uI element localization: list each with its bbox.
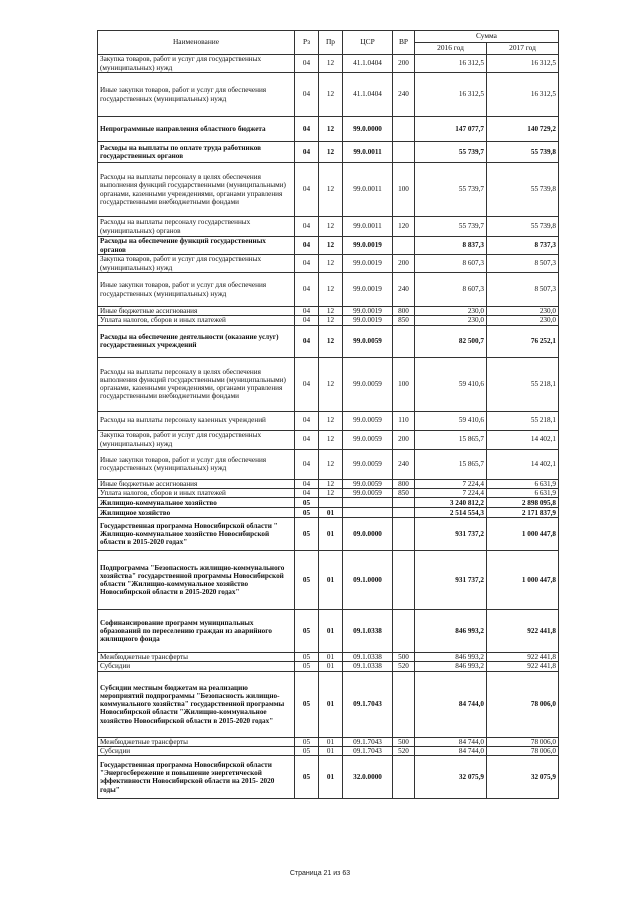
table-row bbox=[98, 307, 559, 316]
cell-amount-2016: 82 500,7 bbox=[415, 325, 487, 357]
cell-amount-2016: 931 737,2 bbox=[415, 551, 487, 610]
cell-amount-2017: 8 507,3 bbox=[487, 255, 559, 273]
cell-csr: 99.0.0019 bbox=[343, 273, 393, 307]
table-row bbox=[98, 671, 559, 737]
cell-name: Иные закупки товаров, работ и услуг для обеспечения государственных (муниципальных) нужд bbox=[98, 73, 295, 117]
table-row bbox=[98, 551, 559, 610]
cell-csr: 09.1.7043 bbox=[343, 737, 393, 746]
cell-amount-2016: 147 077,7 bbox=[415, 117, 487, 142]
cell-csr bbox=[343, 498, 393, 508]
cell-amount-2016: 931 737,2 bbox=[415, 518, 487, 551]
cell-amount-2017: 230,0 bbox=[487, 307, 559, 316]
cell-amount-2017: 78 006,0 bbox=[487, 671, 559, 737]
cell-vr: 120 bbox=[393, 217, 415, 237]
cell-amount-2016: 7 224,4 bbox=[415, 488, 487, 497]
cell-amount-2016: 59 410,6 bbox=[415, 357, 487, 411]
cell-amount-2017: 2 898 095,8 bbox=[487, 498, 559, 508]
cell-name: Государственная программа Новосибирской области " Жилищно-коммунальное хозяйство Новосибирской области в 2015-2020 годах" bbox=[98, 518, 295, 551]
cell-amount-2017: 922 441,8 bbox=[487, 662, 559, 671]
cell-vr bbox=[393, 756, 415, 799]
cell-amount-2017: 8 737,3 bbox=[487, 237, 559, 255]
cell-csr: 41.1.0404 bbox=[343, 73, 393, 117]
cell-amount-2016: 2 514 554,3 bbox=[415, 508, 487, 518]
cell-name: Иные закупки товаров, работ и услуг для обеспечения государственных (муниципальных) нужд bbox=[98, 273, 295, 307]
cell-pr: 01 bbox=[319, 737, 343, 746]
cell-vr: 240 bbox=[393, 449, 415, 479]
header-rz: Рз bbox=[295, 31, 319, 55]
cell-pr: 12 bbox=[319, 73, 343, 117]
cell-amount-2017: 8 507,3 bbox=[487, 273, 559, 307]
cell-amount-2016: 16 312,5 bbox=[415, 55, 487, 73]
cell-csr: 41.1.0404 bbox=[343, 55, 393, 73]
table-row bbox=[98, 316, 559, 325]
cell-name: Расходы на выплаты персоналу в целях обеспечения выполнения функций государственными (муниципальными) органами, казенными учреждениями, органами управления государственными внебюджетными фондами bbox=[98, 163, 295, 217]
cell-name: Закупка товаров, работ и услуг для государственных (муниципальных) нужд bbox=[98, 55, 295, 73]
cell-amount-2016: 55 739,7 bbox=[415, 163, 487, 217]
cell-vr bbox=[393, 325, 415, 357]
cell-vr: 200 bbox=[393, 430, 415, 449]
cell-csr: 99.0.0059 bbox=[343, 430, 393, 449]
cell-rz: 05 bbox=[295, 671, 319, 737]
cell-rz: 05 bbox=[295, 756, 319, 799]
cell-amount-2016: 846 993,2 bbox=[415, 653, 487, 662]
table-row bbox=[98, 163, 559, 217]
cell-vr: 200 bbox=[393, 55, 415, 73]
cell-name: Субсидии местным бюджетам на реализацию мероприятий подпрограммы "Безопасность жилищно-коммунального хозяйства" государственной программы Новосибирской области "Жилищно-коммунальное хозяйство Новосибирской области в 2015-2020 годах" bbox=[98, 671, 295, 737]
cell-amount-2016: 230,0 bbox=[415, 316, 487, 325]
cell-pr: 01 bbox=[319, 551, 343, 610]
cell-rz: 05 bbox=[295, 508, 319, 518]
cell-rz: 05 bbox=[295, 747, 319, 756]
cell-amount-2017: 16 312,5 bbox=[487, 73, 559, 117]
cell-vr: 520 bbox=[393, 662, 415, 671]
table-row bbox=[98, 756, 559, 799]
cell-amount-2017: 76 252,1 bbox=[487, 325, 559, 357]
cell-csr: 99.0.0059 bbox=[343, 357, 393, 411]
table-row bbox=[98, 518, 559, 551]
cell-rz: 04 bbox=[295, 357, 319, 411]
cell-csr: 99.0.0011 bbox=[343, 217, 393, 237]
cell-amount-2016: 84 744,0 bbox=[415, 671, 487, 737]
header-year-2016: 2016 год bbox=[415, 43, 487, 55]
cell-pr: 12 bbox=[319, 273, 343, 307]
cell-pr: 12 bbox=[319, 142, 343, 163]
cell-rz: 05 bbox=[295, 610, 319, 653]
cell-rz: 04 bbox=[295, 237, 319, 255]
cell-name: Подпрограмма "Безопасность жилищно-коммунального хозяйства" государственной программы Новосибирской области "Жилищно-коммунальное хозяйство Новосибирской области в 2015-2020 годах" bbox=[98, 551, 295, 610]
cell-name: Расходы на выплаты персоналу государственных (муниципальных) органов bbox=[98, 217, 295, 237]
table-row bbox=[98, 73, 559, 117]
cell-pr: 12 bbox=[319, 255, 343, 273]
cell-name: Уплата налогов, сборов и иных платежей bbox=[98, 316, 295, 325]
cell-amount-2017: 14 402,1 bbox=[487, 430, 559, 449]
cell-amount-2017: 78 006,0 bbox=[487, 747, 559, 756]
header-sum: Сумма bbox=[415, 31, 559, 43]
cell-name: Жилищное хозяйство bbox=[98, 508, 295, 518]
cell-pr: 01 bbox=[319, 508, 343, 518]
cell-name: Межбюджетные трансферты bbox=[98, 737, 295, 746]
cell-pr: 12 bbox=[319, 357, 343, 411]
cell-vr: 200 bbox=[393, 255, 415, 273]
header-csr: ЦСР bbox=[343, 31, 393, 55]
cell-name: Иные бюджетные ассигнования bbox=[98, 479, 295, 488]
cell-vr bbox=[393, 518, 415, 551]
cell-amount-2017: 140 729,2 bbox=[487, 117, 559, 142]
cell-amount-2017: 32 075,9 bbox=[487, 756, 559, 799]
cell-vr: 500 bbox=[393, 737, 415, 746]
cell-name: Расходы на выплаты персоналу казенных учреждений bbox=[98, 411, 295, 430]
cell-rz: 04 bbox=[295, 316, 319, 325]
cell-csr: 32.0.0000 bbox=[343, 756, 393, 799]
table-row bbox=[98, 508, 559, 518]
cell-csr: 99.0.0019 bbox=[343, 237, 393, 255]
cell-vr bbox=[393, 237, 415, 255]
cell-pr: 12 bbox=[319, 411, 343, 430]
table-row bbox=[98, 498, 559, 508]
cell-pr: 01 bbox=[319, 518, 343, 551]
cell-csr: 99.0.0059 bbox=[343, 479, 393, 488]
cell-amount-2016: 59 410,6 bbox=[415, 411, 487, 430]
cell-rz: 04 bbox=[295, 325, 319, 357]
cell-name: Жилищно-коммунальное хозяйство bbox=[98, 498, 295, 508]
cell-csr: 09.1.7043 bbox=[343, 671, 393, 737]
cell-name: Расходы на выплаты по оплате труда работников государственных органов bbox=[98, 142, 295, 163]
cell-amount-2017: 6 631,9 bbox=[487, 488, 559, 497]
cell-vr: 100 bbox=[393, 357, 415, 411]
cell-csr: 09.1.0338 bbox=[343, 662, 393, 671]
cell-pr: 12 bbox=[319, 449, 343, 479]
table-row bbox=[98, 357, 559, 411]
cell-vr: 520 bbox=[393, 747, 415, 756]
cell-pr: 01 bbox=[319, 653, 343, 662]
cell-rz: 04 bbox=[295, 479, 319, 488]
cell-csr: 99.0.0019 bbox=[343, 255, 393, 273]
table-row bbox=[98, 237, 559, 255]
cell-amount-2017: 55 739,8 bbox=[487, 142, 559, 163]
cell-pr: 12 bbox=[319, 237, 343, 255]
table-header bbox=[98, 31, 559, 55]
cell-csr: 99.0.0059 bbox=[343, 411, 393, 430]
cell-rz: 04 bbox=[295, 255, 319, 273]
cell-vr bbox=[393, 142, 415, 163]
cell-vr bbox=[393, 551, 415, 610]
cell-vr: 850 bbox=[393, 488, 415, 497]
cell-vr bbox=[393, 498, 415, 508]
cell-vr: 800 bbox=[393, 307, 415, 316]
cell-pr: 12 bbox=[319, 217, 343, 237]
table-row bbox=[98, 255, 559, 273]
cell-name: Межбюджетные трансферты bbox=[98, 653, 295, 662]
cell-amount-2016: 8 607,3 bbox=[415, 255, 487, 273]
cell-vr bbox=[393, 610, 415, 653]
cell-amount-2017: 14 402,1 bbox=[487, 449, 559, 479]
cell-csr: 99.0.0059 bbox=[343, 449, 393, 479]
cell-pr: 12 bbox=[319, 325, 343, 357]
cell-name: Расходы на выплаты персоналу в целях обеспечения выполнения функций государственными (муниципальными) органами, казенными учреждениями, органами управления государственными внебюджетными фондами bbox=[98, 357, 295, 411]
cell-rz: 04 bbox=[295, 163, 319, 217]
cell-csr: 99.0.0019 bbox=[343, 307, 393, 316]
cell-vr bbox=[393, 117, 415, 142]
cell-amount-2016: 846 993,2 bbox=[415, 610, 487, 653]
cell-name: Закупка товаров, работ и услуг для государственных (муниципальных) нужд bbox=[98, 430, 295, 449]
table-body bbox=[98, 55, 559, 799]
header-vr: ВР bbox=[393, 31, 415, 55]
cell-amount-2017: 6 631,9 bbox=[487, 479, 559, 488]
cell-vr: 110 bbox=[393, 411, 415, 430]
cell-csr bbox=[343, 508, 393, 518]
cell-name: Расходы на обеспечение функций государственных органов bbox=[98, 237, 295, 255]
cell-rz: 04 bbox=[295, 488, 319, 497]
table-row bbox=[98, 449, 559, 479]
cell-name: Иные закупки товаров, работ и услуг для обеспечения государственных (муниципальных) нужд bbox=[98, 449, 295, 479]
cell-vr: 500 bbox=[393, 653, 415, 662]
cell-rz: 05 bbox=[295, 551, 319, 610]
table-row bbox=[98, 55, 559, 73]
cell-pr: 12 bbox=[319, 307, 343, 316]
cell-rz: 05 bbox=[295, 737, 319, 746]
cell-csr: 99.0.0011 bbox=[343, 142, 393, 163]
cell-amount-2017: 230,0 bbox=[487, 316, 559, 325]
table-row bbox=[98, 488, 559, 497]
cell-rz: 04 bbox=[295, 273, 319, 307]
cell-name: Субсидии bbox=[98, 747, 295, 756]
cell-amount-2016: 230,0 bbox=[415, 307, 487, 316]
cell-pr: 12 bbox=[319, 316, 343, 325]
cell-csr: 09.0.0000 bbox=[343, 518, 393, 551]
cell-pr: 01 bbox=[319, 662, 343, 671]
budget-table bbox=[97, 30, 559, 799]
table-row bbox=[98, 117, 559, 142]
header-name: Наименование bbox=[98, 31, 295, 55]
cell-pr: 12 bbox=[319, 488, 343, 497]
cell-rz: 05 bbox=[295, 498, 319, 508]
cell-amount-2016: 846 993,2 bbox=[415, 662, 487, 671]
cell-amount-2016: 8 837,3 bbox=[415, 237, 487, 255]
cell-name: Государственная программа Новосибирской области "Энергосбережение и повышение энергетической эффективности Новосибирской области на 2015- 2020 годы" bbox=[98, 756, 295, 799]
cell-amount-2016: 84 744,0 bbox=[415, 737, 487, 746]
cell-pr: 12 bbox=[319, 117, 343, 142]
cell-vr: 240 bbox=[393, 273, 415, 307]
cell-amount-2017: 55 218,1 bbox=[487, 357, 559, 411]
cell-pr: 01 bbox=[319, 756, 343, 799]
table-row bbox=[98, 479, 559, 488]
page-number: Страница 21 из 63 bbox=[289, 870, 351, 877]
cell-rz: 05 bbox=[295, 518, 319, 551]
cell-pr: 01 bbox=[319, 610, 343, 653]
cell-rz: 04 bbox=[295, 117, 319, 142]
cell-amount-2017: 922 441,8 bbox=[487, 653, 559, 662]
cell-name: Софинансирование программ муниципальных образований по переселению граждан из аварийного жилищного фонда bbox=[98, 610, 295, 653]
table-row bbox=[98, 430, 559, 449]
cell-vr: 240 bbox=[393, 73, 415, 117]
cell-amount-2017: 55 739,8 bbox=[487, 217, 559, 237]
cell-name: Уплата налогов, сборов и иных платежей bbox=[98, 488, 295, 497]
table-row bbox=[98, 737, 559, 746]
cell-pr bbox=[319, 498, 343, 508]
table-row bbox=[98, 325, 559, 357]
cell-amount-2017: 55 218,1 bbox=[487, 411, 559, 430]
cell-csr: 99.0.0019 bbox=[343, 316, 393, 325]
cell-name: Иные бюджетные ассигнования bbox=[98, 307, 295, 316]
cell-csr: 09.1.0338 bbox=[343, 653, 393, 662]
cell-csr: 09.1.0338 bbox=[343, 610, 393, 653]
cell-amount-2017: 1 000 447,8 bbox=[487, 518, 559, 551]
cell-amount-2016: 8 607,3 bbox=[415, 273, 487, 307]
cell-pr: 12 bbox=[319, 430, 343, 449]
cell-name: Непрограммные направления областного бюджета bbox=[98, 117, 295, 142]
cell-vr bbox=[393, 508, 415, 518]
cell-amount-2016: 32 075,9 bbox=[415, 756, 487, 799]
cell-rz: 05 bbox=[295, 662, 319, 671]
cell-amount-2017: 16 312,5 bbox=[487, 55, 559, 73]
table-row bbox=[98, 610, 559, 653]
cell-amount-2017: 2 171 837,9 bbox=[487, 508, 559, 518]
cell-vr: 850 bbox=[393, 316, 415, 325]
cell-rz: 04 bbox=[295, 411, 319, 430]
table-row bbox=[98, 653, 559, 662]
cell-rz: 04 bbox=[295, 217, 319, 237]
cell-csr: 09.1.0000 bbox=[343, 551, 393, 610]
cell-rz: 04 bbox=[295, 55, 319, 73]
cell-rz: 04 bbox=[295, 307, 319, 316]
cell-csr: 99.0.0011 bbox=[343, 163, 393, 217]
cell-rz: 04 bbox=[295, 430, 319, 449]
cell-amount-2016: 55 739,7 bbox=[415, 217, 487, 237]
cell-amount-2017: 922 441,8 bbox=[487, 610, 559, 653]
table-row bbox=[98, 142, 559, 163]
cell-amount-2016: 15 865,7 bbox=[415, 430, 487, 449]
cell-amount-2017: 55 739,8 bbox=[487, 163, 559, 217]
cell-amount-2017: 1 000 447,8 bbox=[487, 551, 559, 610]
cell-pr: 12 bbox=[319, 55, 343, 73]
cell-csr: 99.0.0059 bbox=[343, 325, 393, 357]
cell-amount-2017: 78 006,0 bbox=[487, 737, 559, 746]
cell-name: Закупка товаров, работ и услуг для государственных (муниципальных) нужд bbox=[98, 255, 295, 273]
cell-amount-2016: 15 865,7 bbox=[415, 449, 487, 479]
cell-pr: 01 bbox=[319, 747, 343, 756]
table-row bbox=[98, 747, 559, 756]
cell-vr: 100 bbox=[393, 163, 415, 217]
cell-pr: 01 bbox=[319, 671, 343, 737]
cell-rz: 04 bbox=[295, 73, 319, 117]
cell-vr bbox=[393, 671, 415, 737]
cell-name: Расходы на обеспечение деятельности (оказание услуг) государственных учреждений bbox=[98, 325, 295, 357]
cell-amount-2016: 7 224,4 bbox=[415, 479, 487, 488]
table-row bbox=[98, 662, 559, 671]
cell-csr: 09.1.7043 bbox=[343, 747, 393, 756]
cell-rz: 04 bbox=[295, 142, 319, 163]
cell-vr: 800 bbox=[393, 479, 415, 488]
header-pr: Пр bbox=[319, 31, 343, 55]
cell-name: Субсидии bbox=[98, 662, 295, 671]
cell-pr: 12 bbox=[319, 163, 343, 217]
cell-amount-2016: 55 739,7 bbox=[415, 142, 487, 163]
cell-pr: 12 bbox=[319, 479, 343, 488]
table-row bbox=[98, 411, 559, 430]
table-row bbox=[98, 273, 559, 307]
cell-rz: 04 bbox=[295, 449, 319, 479]
header-year-2017: 2017 год bbox=[487, 43, 559, 55]
cell-amount-2016: 84 744,0 bbox=[415, 747, 487, 756]
cell-amount-2016: 16 312,5 bbox=[415, 73, 487, 117]
table-row bbox=[98, 217, 559, 237]
cell-csr: 99.0.0059 bbox=[343, 488, 393, 497]
cell-rz: 05 bbox=[295, 653, 319, 662]
cell-csr: 99.0.0000 bbox=[343, 117, 393, 142]
cell-amount-2016: 3 240 812,2 bbox=[415, 498, 487, 508]
